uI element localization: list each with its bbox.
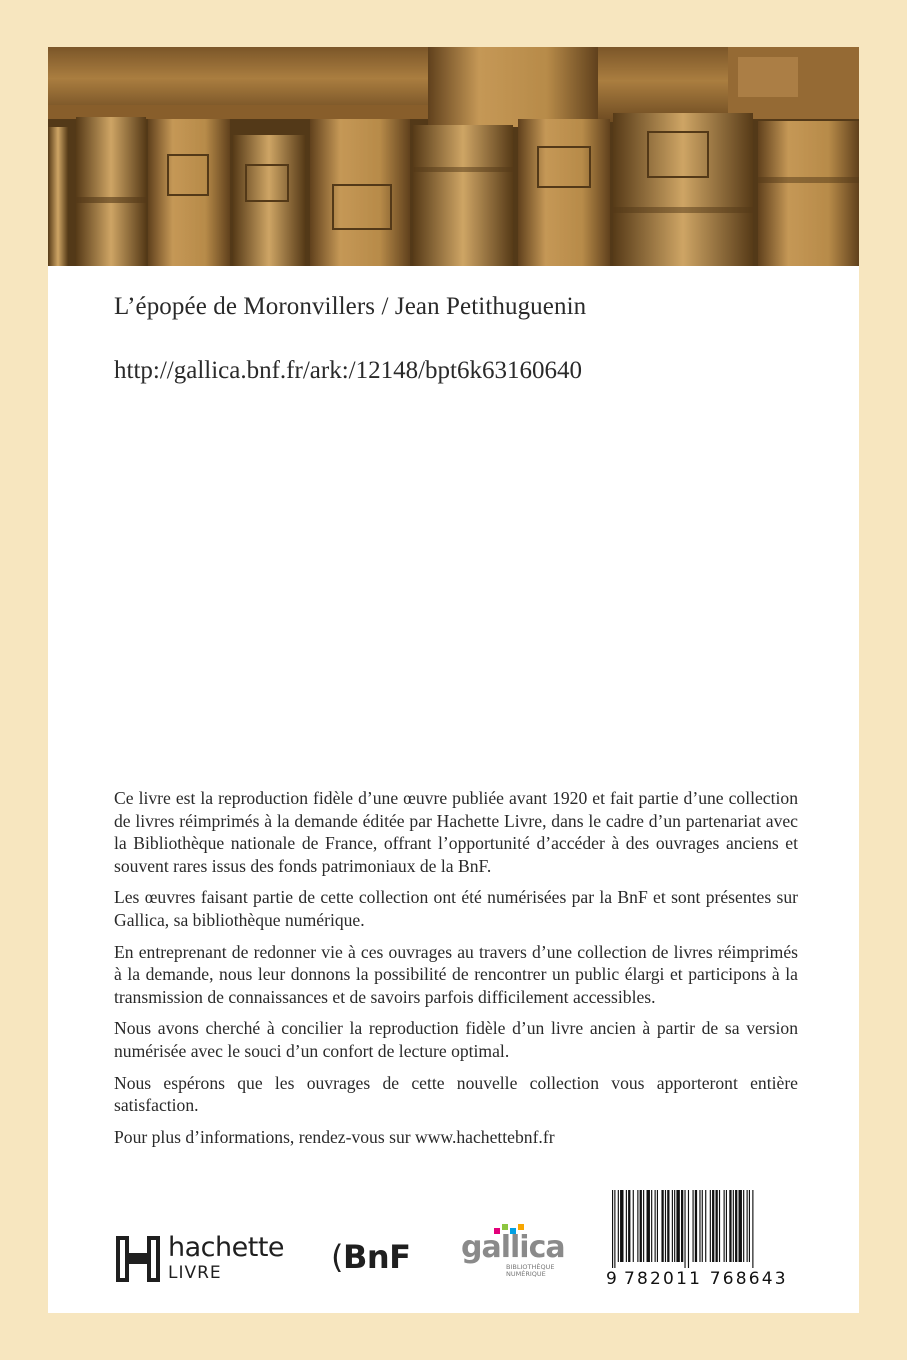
barcode-bar (665, 1190, 666, 1262)
barcode-bar (705, 1190, 706, 1262)
paragraph-gallica: Les œuvres faisant partie de cette collection ont été numérisées par la BnF et sont présentes sur Gallica, sa bibliothèque numérique. (114, 887, 798, 930)
paragraph-satisfaction: Nous espérons que les ouvrages de cette nouvelle collection vous apporteront entière satisfaction. (114, 1072, 798, 1116)
bnf-logo (331, 1238, 411, 1276)
barcode-bar (735, 1190, 737, 1262)
description-text (114, 787, 798, 1157)
barcode-bar (693, 1190, 694, 1262)
barcode-bar (684, 1190, 685, 1268)
barcode-bar (743, 1190, 744, 1262)
hachette-sub: LIVRE (168, 1263, 222, 1283)
barcode-bar (676, 1190, 679, 1262)
gallica-sub (506, 1264, 554, 1278)
barcode-bar (628, 1190, 630, 1262)
paragraph-collection: En entreprenant de redonner vie à ces ouvrages au travers d’une collection de livres réimprimés à la demande, nous leur donnons la possibilité de rencontrer un public élargi et participons à la transmission de connaissances et de savoirs parfois difficilement accessibles. (114, 941, 798, 1007)
barcode-bar (739, 1190, 742, 1262)
barcode-bar (710, 1190, 711, 1262)
hachette-h-icon (116, 1236, 160, 1282)
barcode-bar (618, 1190, 619, 1262)
barcode-bar (637, 1190, 638, 1262)
barcode-bar (674, 1190, 675, 1262)
barcode-bar (699, 1190, 700, 1262)
book-back-cover (48, 47, 859, 1313)
gallica-sub-line-1: BIBLIOTHÈQUE (506, 1263, 555, 1271)
barcode-bar (749, 1190, 750, 1262)
barcode-bar (612, 1190, 613, 1268)
book-title-author: L’épopée de Moronvillers / Jean Petithuguenin (114, 293, 587, 320)
gallica-sub-line-2: NUMÉRIQUE (506, 1270, 546, 1278)
barcode-bar (667, 1190, 669, 1262)
book-spines-banner-image (48, 47, 859, 266)
barcode-bar (688, 1190, 689, 1268)
barcode-bar (702, 1190, 703, 1262)
barcode-bar (620, 1190, 623, 1262)
barcode-bar (733, 1190, 734, 1262)
barcode-bar (640, 1190, 642, 1262)
barcode-bar (726, 1190, 727, 1262)
barcode-bar (729, 1190, 731, 1262)
barcode-bar (655, 1190, 656, 1262)
barcode-bar (643, 1190, 644, 1262)
barcode-bars (610, 1190, 806, 1270)
gallica-word: gallica (461, 1230, 565, 1265)
barcode-bar (651, 1190, 652, 1262)
barcode-bar (672, 1190, 673, 1262)
barcode-bar (719, 1190, 720, 1262)
paragraph-reproduction: Ce livre est la reproduction fidèle d’une œuvre publiée avant 1920 et fait partie d’une collection de livres réimprimés à la demande éditée par Hachette Livre, dans le cadre d’un partenariat avec la Bibliothèque nationale de France, offrant l’opportunité d’accéder à des ouvrages anciens et souvent rares issus des fonds patrimoniaux de la BnF. (114, 788, 798, 876)
paragraph-confort: Nous avons cherché à concilier la reproduction fidèle d’un livre ancien à partir de sa version numérisée avec le souci d’un confort de lecture optimal. (114, 1018, 798, 1061)
barcode-digits: 782011 768643 (624, 1269, 788, 1289)
barcode-bar (695, 1190, 697, 1262)
gallica-url[interactable]: http://gallica.bnf.fr/ark:/12148/bpt6k63160640 (114, 357, 582, 384)
barcode-bar (752, 1190, 753, 1268)
isbn-barcode (606, 1190, 806, 1290)
gallica-logo (461, 1222, 571, 1284)
hachette-livre-logo (116, 1234, 296, 1284)
barcode-bar (747, 1190, 748, 1262)
paragraph-more-info: Pour plus d’informations, rendez-vous sur www.hachettebnf.fr (114, 1126, 555, 1147)
barcode-bar (661, 1190, 663, 1262)
barcode-bar (712, 1190, 714, 1262)
barcode-bar (626, 1190, 627, 1262)
hachette-word: hachette (168, 1232, 285, 1263)
bnf-word: BnF (342, 1238, 411, 1276)
barcode-bar (657, 1190, 658, 1262)
barcode-bar (633, 1190, 634, 1262)
barcode-bar (724, 1190, 725, 1262)
barcode-bar (614, 1190, 615, 1268)
barcode-bar (716, 1190, 718, 1262)
publisher-logos (48, 1182, 859, 1292)
barcode-bar (647, 1190, 650, 1262)
barcode-lead-digit: 9 (606, 1269, 617, 1289)
bnf-bracket-icon: ( (331, 1238, 343, 1276)
barcode-bar (681, 1190, 683, 1262)
